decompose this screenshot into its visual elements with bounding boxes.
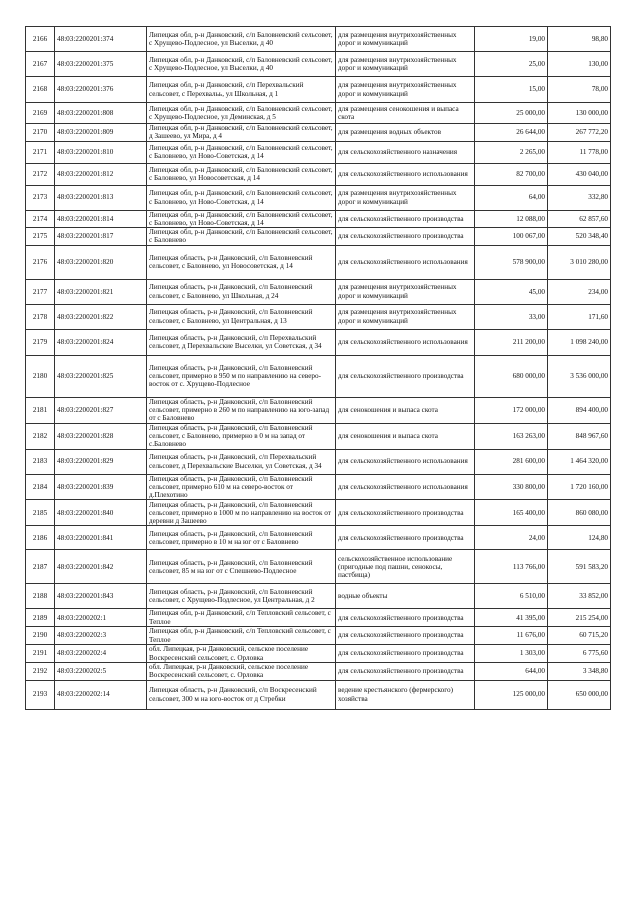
table-row [26, 526, 611, 550]
cadastral-number-cell: 48:03:2200201:809 [55, 124, 147, 142]
address-cell: Липецкая область, р-н Данковский, с/п Баловневский сельсовет, с Хрущево-Подлесное, ул Центральная, д 2 [147, 584, 336, 609]
permitted-use-cell: для сельскохозяйственного производства [336, 355, 475, 397]
cadastral-number-cell: 48:03:2200202:4 [55, 645, 147, 663]
address-cell: Липецкая область, р-н Данковский, с/п Баловневский сельсовет, примерно 610 м на северо-восток от д.Плехотино [147, 474, 336, 500]
area-cell: 45,00 [475, 279, 548, 304]
row-number-cell: 2189 [26, 609, 55, 627]
row-number-cell: 2172 [26, 163, 55, 185]
cadastral-number-cell: 48:03:2200202:5 [55, 663, 147, 681]
address-cell: Липецкая обл, р-н Данковский, с/п Баловневский сельсовет, с Баловнево, ул Новосоветская, д 14 [147, 163, 336, 185]
permitted-use-cell: для сельскохозяйственного производства [336, 627, 475, 645]
cadastral-value-cell: 848 967,60 [548, 423, 611, 449]
permitted-use-cell: для сельскохозяйственного производства [336, 228, 475, 246]
table-row [26, 279, 611, 304]
permitted-use-cell: для сельскохозяйственного использования [336, 474, 475, 500]
row-number-cell: 2178 [26, 304, 55, 329]
row-number-cell: 2176 [26, 245, 55, 279]
permitted-use-cell: для сельскохозяйственного производства [336, 663, 475, 681]
cadastral-value-cell: 6 775,60 [548, 645, 611, 663]
table-row [26, 355, 611, 397]
row-number-cell: 2169 [26, 103, 55, 124]
table-row [26, 304, 611, 329]
address-cell: Липецкая область, р-н Данковский, с/п Баловневский сельсовет, с Баловнево, ул Новосоветская, д 14 [147, 245, 336, 279]
table-row [26, 228, 611, 246]
cadastral-value-cell: 130 000,00 [548, 103, 611, 124]
address-cell: Липецкая область, р-н Данковский, с/п Баловневский сельсовет, с Баловнево, примерно в 0 м на запад от с.Баловнево [147, 423, 336, 449]
cadastral-number-cell: 48:03:2200201:810 [55, 141, 147, 163]
permitted-use-cell: сельскохозяйственное использование (пригодные под пашни, сенокосы, пастбища) [336, 550, 475, 584]
cadastral-value-cell: 650 000,00 [548, 680, 611, 709]
cadastral-number-cell: 48:03:2200201:812 [55, 163, 147, 185]
cadastral-value-cell: 332,80 [548, 185, 611, 210]
address-cell: обл. Липецкая, р-н Данковский, сельское поселение Воскресенский сельсовет, с. Орловка [147, 663, 336, 681]
area-cell: 281 600,00 [475, 449, 548, 474]
cadastral-number-cell: 48:03:2200201:843 [55, 584, 147, 609]
row-number-cell: 2183 [26, 449, 55, 474]
cadastral-value-cell: 3 348,80 [548, 663, 611, 681]
address-cell: Липецкая область, р-н Данковский, с/п Баловневский сельсовет, с Баловнево, ул Центральная, д 13 [147, 304, 336, 329]
row-number-cell: 2167 [26, 52, 55, 77]
cadastral-number-cell: 48:03:2200201:820 [55, 245, 147, 279]
area-cell: 25 000,00 [475, 103, 548, 124]
row-number-cell: 2188 [26, 584, 55, 609]
area-cell: 64,00 [475, 185, 548, 210]
table-row [26, 500, 611, 526]
area-cell: 24,00 [475, 526, 548, 550]
address-cell: Липецкая область, р-н Данковский, с/п Баловневский сельсовет, с Баловнево, ул Школьная, д 24 [147, 279, 336, 304]
address-cell: Липецкая обл, р-н Данковский, с/п Перехвальский сельсовет, с Перехвальь, ул Школьная, д 1 [147, 77, 336, 103]
area-cell: 6 510,00 [475, 584, 548, 609]
row-number-cell: 2192 [26, 663, 55, 681]
cadastral-value-cell: 215 254,00 [548, 609, 611, 627]
address-cell: Липецкая обл, р-н Данковский, с/п Тепловский сельсовет, с Теплое [147, 609, 336, 627]
cadastral-value-cell: 591 583,20 [548, 550, 611, 584]
cadastral-value-cell: 520 348,40 [548, 228, 611, 246]
area-cell: 578 900,00 [475, 245, 548, 279]
table-row [26, 77, 611, 103]
row-number-cell: 2168 [26, 77, 55, 103]
permitted-use-cell: для размещения водных объектов [336, 124, 475, 142]
cadastral-number-cell: 48:03:2200201:828 [55, 423, 147, 449]
cadastral-value-cell: 171,60 [548, 304, 611, 329]
permitted-use-cell: для сенокошения и выпаса скота [336, 397, 475, 423]
table-row [26, 449, 611, 474]
area-cell: 82 700,00 [475, 163, 548, 185]
cadastral-value-cell: 1 464 320,00 [548, 449, 611, 474]
address-cell: Липецкая область, р-н Данковский, с/п Баловневский сельсовет, примерно в 1000 м по направлению на восток от деревни д Зашеево [147, 500, 336, 526]
row-number-cell: 2177 [26, 279, 55, 304]
permitted-use-cell: для сельскохозяйственного использования [336, 329, 475, 355]
table-row [26, 397, 611, 423]
table-row [26, 609, 611, 627]
cadastral-number-cell: 48:03:2200201:821 [55, 279, 147, 304]
address-cell: Липецкая область, р-н Данковский, с/п Перехвальский сельсовет, д Перехвальские Выселки, ул Советская, д 34 [147, 449, 336, 474]
table-body [26, 27, 611, 710]
cadastral-number-cell: 48:03:2200202:14 [55, 680, 147, 709]
address-cell: Липецкая область, р-н Данковский, с/п Воскресенский сельсовет, 300 м на юго-восток от д Стребки [147, 680, 336, 709]
cadastral-value-cell: 130,00 [548, 52, 611, 77]
address-cell: Липецкая область, р-н Данковский, с/п Баловневский сельсовет, примерно в 260 м по направлению на юго-запад от с Баловнево [147, 397, 336, 423]
cadastral-value-cell: 60 715,20 [548, 627, 611, 645]
permitted-use-cell: для сельскохозяйственного производства [336, 210, 475, 228]
row-number-cell: 2193 [26, 680, 55, 709]
table-row [26, 423, 611, 449]
area-cell: 26 644,00 [475, 124, 548, 142]
permitted-use-cell: для размещения внутрихозяйственных дорог и коммуникаций [336, 52, 475, 77]
table-row [26, 141, 611, 163]
area-cell: 172 000,00 [475, 397, 548, 423]
permitted-use-cell: для размещения внутрихозяйственных дорог и коммуникаций [336, 304, 475, 329]
row-number-cell: 2186 [26, 526, 55, 550]
table-row [26, 584, 611, 609]
permitted-use-cell: для сельскохозяйственного производства [336, 645, 475, 663]
table-row [26, 124, 611, 142]
area-cell: 211 200,00 [475, 329, 548, 355]
address-cell: Липецкая обл, р-н Данковский, с/п Баловневский сельсовет, с Хрущево-Подлесное, ул Выселки, д 40 [147, 27, 336, 52]
permitted-use-cell: для размещения внутрихозяйственных дорог и коммуникаций [336, 185, 475, 210]
row-number-cell: 2184 [26, 474, 55, 500]
area-cell: 644,00 [475, 663, 548, 681]
cadastral-number-cell: 48:03:2200201:829 [55, 449, 147, 474]
cadastral-value-cell: 894 400,00 [548, 397, 611, 423]
permitted-use-cell: для размещения внутрихозяйственных дорог и коммуникаций [336, 279, 475, 304]
cadastral-number-cell: 48:03:2200201:827 [55, 397, 147, 423]
table-row [26, 52, 611, 77]
area-cell: 12 088,00 [475, 210, 548, 228]
address-cell: Липецкая область, р-н Данковский, с/п Баловневский сельсовет, примерно в 10 м на юг от с Баловнево [147, 526, 336, 550]
address-cell: Липецкая обл, р-н Данковский, с/п Баловневский сельсовет, с Хрущево-Подлесное, ул Выселки, д 40 [147, 52, 336, 77]
area-cell: 15,00 [475, 77, 548, 103]
area-cell: 163 263,00 [475, 423, 548, 449]
area-cell: 25,00 [475, 52, 548, 77]
cadastral-value-cell: 33 852,00 [548, 584, 611, 609]
table-row [26, 550, 611, 584]
area-cell: 11 676,00 [475, 627, 548, 645]
cadastral-number-cell: 48:03:2200201:841 [55, 526, 147, 550]
cadastral-number-cell: 48:03:2200201:808 [55, 103, 147, 124]
cadastral-number-cell: 48:03:2200201:842 [55, 550, 147, 584]
table-row [26, 27, 611, 52]
table-row [26, 329, 611, 355]
permitted-use-cell: для сельскохозяйственного использования [336, 449, 475, 474]
cadastral-number-cell: 48:03:2200201:824 [55, 329, 147, 355]
row-number-cell: 2179 [26, 329, 55, 355]
permitted-use-cell: для сельскохозяйственного производства [336, 609, 475, 627]
row-number-cell: 2166 [26, 27, 55, 52]
table-row [26, 103, 611, 124]
permitted-use-cell: для сенокошения и выпаса скота [336, 423, 475, 449]
cadastral-value-cell: 124,80 [548, 526, 611, 550]
table-row [26, 680, 611, 709]
address-cell: Липецкая обл, р-н Данковский, с/п Баловневский сельсовет, с Хрущево-Подлесное, ул Деминская, д 5 [147, 103, 336, 124]
cadastral-value-cell: 3 010 280,00 [548, 245, 611, 279]
cadastral-number-cell: 48:03:2200201:840 [55, 500, 147, 526]
area-cell: 330 800,00 [475, 474, 548, 500]
permitted-use-cell: водные объекты [336, 584, 475, 609]
cadastral-number-cell: 48:03:2200201:822 [55, 304, 147, 329]
cadastral-value-cell: 98,80 [548, 27, 611, 52]
address-cell: Липецкая область, р-н Данковский, с/п Баловневский сельсовет, 85 м на юг от с Спешнево-Подлесное [147, 550, 336, 584]
cadastral-number-cell: 48:03:2200201:376 [55, 77, 147, 103]
row-number-cell: 2171 [26, 141, 55, 163]
row-number-cell: 2175 [26, 228, 55, 246]
permitted-use-cell: для сельскохозяйственного использования [336, 163, 475, 185]
cadastral-number-cell: 48:03:2200201:375 [55, 52, 147, 77]
cadastral-value-cell: 267 772,20 [548, 124, 611, 142]
cadastral-value-cell: 860 080,00 [548, 500, 611, 526]
row-number-cell: 2180 [26, 355, 55, 397]
cadastral-value-cell: 62 857,60 [548, 210, 611, 228]
area-cell: 19,00 [475, 27, 548, 52]
table-row [26, 474, 611, 500]
row-number-cell: 2191 [26, 645, 55, 663]
cadastral-value-cell: 11 778,00 [548, 141, 611, 163]
address-cell: Липецкая обл, р-н Данковский, с/п Баловневский сельсовет, с Баловнево, ул Ново-Советская, д 14 [147, 185, 336, 210]
table-row [26, 210, 611, 228]
permitted-use-cell: для сельскохозяйственного использования [336, 245, 475, 279]
row-number-cell: 2182 [26, 423, 55, 449]
address-cell: Липецкая обл, р-н Данковский, с/п Баловневский сельсовет, с Баловнево [147, 228, 336, 246]
row-number-cell: 2181 [26, 397, 55, 423]
cadastral-number-cell: 48:03:2200201:813 [55, 185, 147, 210]
address-cell: Липецкая обл, р-н Данковский, с/п Тепловский сельсовет, с Теплое [147, 627, 336, 645]
row-number-cell: 2185 [26, 500, 55, 526]
permitted-use-cell: для размещения внутрихозяйственных дорог и коммуникаций [336, 27, 475, 52]
cadastral-number-cell: 48:03:2200202:1 [55, 609, 147, 627]
area-cell: 33,00 [475, 304, 548, 329]
table-row [26, 245, 611, 279]
permitted-use-cell: для сельскохозяйственного назначения [336, 141, 475, 163]
address-cell: Липецкая область, р-н Данковский, с/п Баловневский сельсовет, примерно в 950 м по направлению на северо-восток от с. Хрущево-Подлесное [147, 355, 336, 397]
row-number-cell: 2170 [26, 124, 55, 142]
cadastral-number-cell: 48:03:2200201:825 [55, 355, 147, 397]
address-cell: Липецкая обл, р-н Данковский, с/п Баловневский сельсовет, с Баловнево, ул Ново-Советская, д 14 [147, 141, 336, 163]
permitted-use-cell: для размещения сенокошения и выпаса скота [336, 103, 475, 124]
cadastral-value-cell: 1 098 240,00 [548, 329, 611, 355]
area-cell: 2 265,00 [475, 141, 548, 163]
cadastral-value-cell: 78,00 [548, 77, 611, 103]
address-cell: Липецкая обл, р-н Данковский, с/п Баловневский сельсовет, с Баловнево, ул Ново-Советская, д 14 [147, 210, 336, 228]
address-cell: обл. Липецкая, р-н Данковский, сельское поселение Воскресенский сельсовет, с. Орловка [147, 645, 336, 663]
permitted-use-cell: для сельскохозяйственного производства [336, 526, 475, 550]
cadastral-value-cell: 234,00 [548, 279, 611, 304]
cadastral-number-cell: 48:03:2200202:3 [55, 627, 147, 645]
cadastral-number-cell: 48:03:2200201:817 [55, 228, 147, 246]
cadastral-value-cell: 3 536 000,00 [548, 355, 611, 397]
area-cell: 41 395,00 [475, 609, 548, 627]
permitted-use-cell: для размещения внутрихозяйственных дорог и коммуникаций [336, 77, 475, 103]
cadastral-number-cell: 48:03:2200201:374 [55, 27, 147, 52]
permitted-use-cell: ведение крестьянского (фермерского) хозяйства [336, 680, 475, 709]
address-cell: Липецкая область, р-н Данковский, с/п Перехвальский сельсовет, д Перехвальские Выселки, ул Советская, д 34 [147, 329, 336, 355]
row-number-cell: 2190 [26, 627, 55, 645]
row-number-cell: 2174 [26, 210, 55, 228]
area-cell: 680 000,00 [475, 355, 548, 397]
land-registry-table [25, 26, 611, 710]
row-number-cell: 2187 [26, 550, 55, 584]
address-cell: Липецкая обл, р-н Данковский, с/п Баловневский сельсовет, д Зашеево, ул Мира, д 4 [147, 124, 336, 142]
table-row [26, 663, 611, 681]
area-cell: 165 400,00 [475, 500, 548, 526]
area-cell: 125 000,00 [475, 680, 548, 709]
table-row [26, 185, 611, 210]
cadastral-value-cell: 430 040,00 [548, 163, 611, 185]
table-row [26, 627, 611, 645]
permitted-use-cell: для сельскохозяйственного производства [336, 500, 475, 526]
row-number-cell: 2173 [26, 185, 55, 210]
cadastral-value-cell: 1 720 160,00 [548, 474, 611, 500]
area-cell: 100 067,00 [475, 228, 548, 246]
cadastral-number-cell: 48:03:2200201:839 [55, 474, 147, 500]
table-row [26, 645, 611, 663]
table-row [26, 163, 611, 185]
cadastral-number-cell: 48:03:2200201:814 [55, 210, 147, 228]
area-cell: 113 766,00 [475, 550, 548, 584]
area-cell: 1 303,00 [475, 645, 548, 663]
